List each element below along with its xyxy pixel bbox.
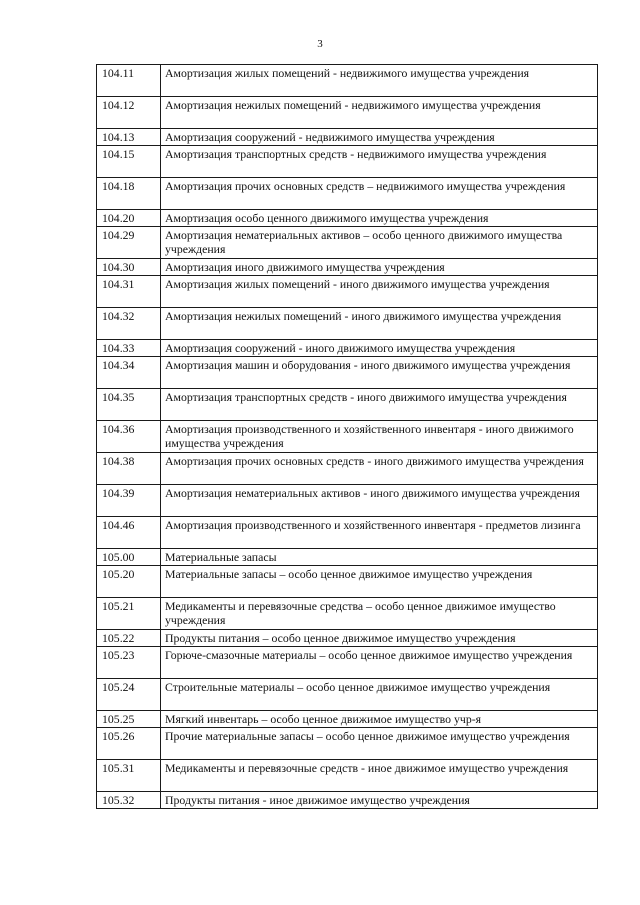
table-row [97,421,598,453]
account-name: Амортизация иного движимого имущества учреждения [161,259,598,276]
account-code: 105.23 [97,647,161,679]
account-name: Мягкий инвентарь – особо ценное движимое имущество учр-я [161,711,598,728]
account-code: 104.32 [97,308,161,340]
table-row [97,97,598,129]
account-name: Строительные материалы – особо ценное движимое имущество учреждения [161,679,598,711]
accounts-table [96,64,598,809]
account-code: 104.31 [97,276,161,308]
account-name: Амортизация особо ценного движимого имущества учреждения [161,210,598,227]
account-code: 104.38 [97,453,161,485]
account-code: 104.12 [97,97,161,129]
account-code: 104.46 [97,517,161,549]
table-row [97,630,598,647]
table-row [97,308,598,340]
table-row [97,357,598,389]
account-name: Материальные запасы [161,549,598,566]
table-row [97,146,598,178]
table-row [97,276,598,308]
table-row [97,453,598,485]
account-name: Прочие материальные запасы – особо ценное движимое имущество учреждения [161,728,598,760]
table-row [97,389,598,421]
account-name: Амортизация сооружений - иного движимого имущества учреждения [161,340,598,357]
account-code: 104.18 [97,178,161,210]
account-code: 104.39 [97,485,161,517]
account-code: 104.15 [97,146,161,178]
table-row [97,485,598,517]
account-code: 104.20 [97,210,161,227]
account-code: 104.36 [97,421,161,453]
account-name: Амортизация машин и оборудования - иного движимого имущества учреждения [161,357,598,389]
table-row [97,760,598,792]
account-name: Материальные запасы – особо ценное движимое имущество учреждения [161,566,598,598]
account-code: 105.25 [97,711,161,728]
table-row [97,549,598,566]
table-row [97,227,598,259]
account-code: 105.31 [97,760,161,792]
account-name: Продукты питания – особо ценное движимое имущество учреждения [161,630,598,647]
account-name: Амортизация сооружений - недвижимого имущества учреждения [161,129,598,146]
account-code: 104.34 [97,357,161,389]
table-row [97,792,598,809]
account-name: Амортизация транспортных средств - иного движимого имущества учреждения [161,389,598,421]
account-name: Амортизация нежилых помещений - недвижимого имущества учреждения [161,97,598,129]
account-code: 105.20 [97,566,161,598]
table-row [97,711,598,728]
table-row [97,210,598,227]
account-name: Амортизация прочих основных средств - иного движимого имущества учреждения [161,453,598,485]
table-row [97,728,598,760]
account-name: Амортизация транспортных средств - недвижимого имущества учреждения [161,146,598,178]
account-code: 105.21 [97,598,161,630]
page-number: 3 [317,38,323,50]
table-row [97,566,598,598]
table-row [97,340,598,357]
account-name: Продукты питания - иное движимое имущество учреждения [161,792,598,809]
account-name: Горюче-смазочные материалы – особо ценное движимое имущество учреждения [161,647,598,679]
account-name: Амортизация жилых помещений - иного движимого имущества учреждения [161,276,598,308]
account-code: 104.13 [97,129,161,146]
table-row [97,178,598,210]
account-name: Амортизация нежилых помещений - иного движимого имущества учреждения [161,308,598,340]
account-code: 105.32 [97,792,161,809]
account-code: 104.30 [97,259,161,276]
account-code: 105.24 [97,679,161,711]
table-row [97,647,598,679]
account-code: 104.11 [97,65,161,97]
account-name: Медикаменты и перевязочные средств - иное движимое имущество учреждения [161,760,598,792]
account-code: 104.35 [97,389,161,421]
account-name: Амортизация производственного и хозяйственного инвентаря - предметов лизинга [161,517,598,549]
account-name: Амортизация жилых помещений - недвижимого имущества учреждения [161,65,598,97]
table-row [97,259,598,276]
account-code: 104.33 [97,340,161,357]
account-name: Амортизация прочих основных средств – недвижимого имущества учреждения [161,178,598,210]
account-code: 105.00 [97,549,161,566]
account-code: 105.22 [97,630,161,647]
table-row [97,65,598,97]
account-code: 105.26 [97,728,161,760]
table-row [97,679,598,711]
table-row [97,517,598,549]
account-name: Медикаменты и перевязочные средства – особо ценное движимое имущество учреждения [161,598,598,630]
account-name: Амортизация нематериальных активов – особо ценного движимого имущества учреждения [161,227,598,259]
accounts-table-body [97,65,598,809]
account-name: Амортизация нематериальных активов - иного движимого имущества учреждения [161,485,598,517]
table-row [97,598,598,630]
account-name: Амортизация производственного и хозяйственного инвентаря - иного движимого имущества учреждения [161,421,598,453]
table-row [97,129,598,146]
account-code: 104.29 [97,227,161,259]
